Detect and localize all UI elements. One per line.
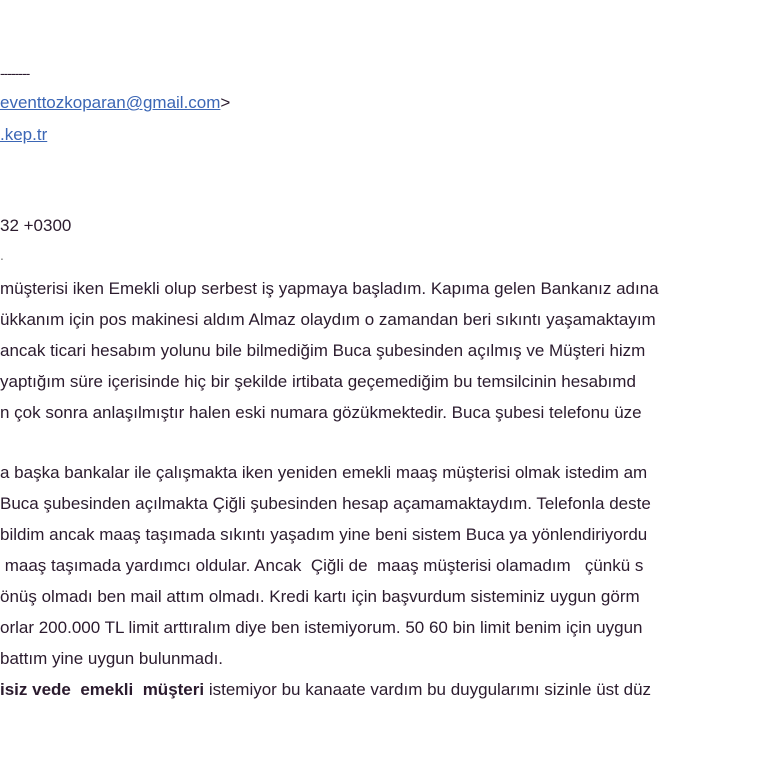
closing-line <box>0 679 651 701</box>
stray-mark: . <box>0 247 4 263</box>
body-line: battım yine uygun bulunmadı. <box>0 649 224 668</box>
from-suffix: > <box>220 93 231 112</box>
body-line: bildim ancak maaş taşımada sıkıntı yaşadım yine beni sistem Buca ya yönlendiriyordu <box>0 525 648 544</box>
body-line: müşterisi iken Emekli olup serbest iş yapmaya başladım. Kapıma gelen Bankanız adına <box>0 279 659 298</box>
body-line: önüş olmadı ben mail attım olmadı. Kredi kartı için başvurdum sisteminiz uygun görm <box>0 587 640 606</box>
body-line: ükkanım için pos makinesi aldım Almaz olaydım o zamandan beri sıkıntı yaşamaktayım <box>0 310 656 329</box>
body-line: n çok sonra anlaşılmıştır halen eski numara gözükmektedir. Buca şubesi telefonu üze <box>0 403 642 422</box>
date-line: 32 +0300 <box>0 216 72 235</box>
closing-text: istemiyor bu kanaate vardım bu duygularımı sizinle üst düz <box>204 680 652 699</box>
to-line <box>0 124 47 146</box>
body-line: Buca şubesinden açılmakta Çiğli şubesinden hesap açamamaktaydım. Telefonla deste <box>0 494 651 513</box>
to-email-link[interactable]: .kep.tr <box>0 125 48 144</box>
from-email-link[interactable]: eventtozkoparan@gmail.com <box>0 93 221 112</box>
body-line: orlar 200.000 TL limit arttıralım diye ben istemiyorum. 50 60 bin limit benim için uygun <box>0 618 643 637</box>
body-line: a başka bankalar ile çalışmakta iken yeniden emekli maaş müşterisi olmak istedim am <box>0 463 648 482</box>
body-line: yaptığım süre içerisinde hiç bir şekilde irtibata geçemediğim bu temsilcinin hesabımd <box>0 372 636 391</box>
body-line: maaş taşımada yardımcı oldular. Ancak Çiğli de maaş müşterisi olamadım çünkü s <box>0 556 644 575</box>
header-separator: -------- <box>0 65 30 81</box>
body-line: ancak ticari hesabım yolunu bile bilmediğim Buca şubesinden açılmış ve Müşteri hizm <box>0 341 646 360</box>
closing-bold-text: isiz vede emekli müşteri <box>0 680 205 699</box>
from-line <box>0 92 230 114</box>
